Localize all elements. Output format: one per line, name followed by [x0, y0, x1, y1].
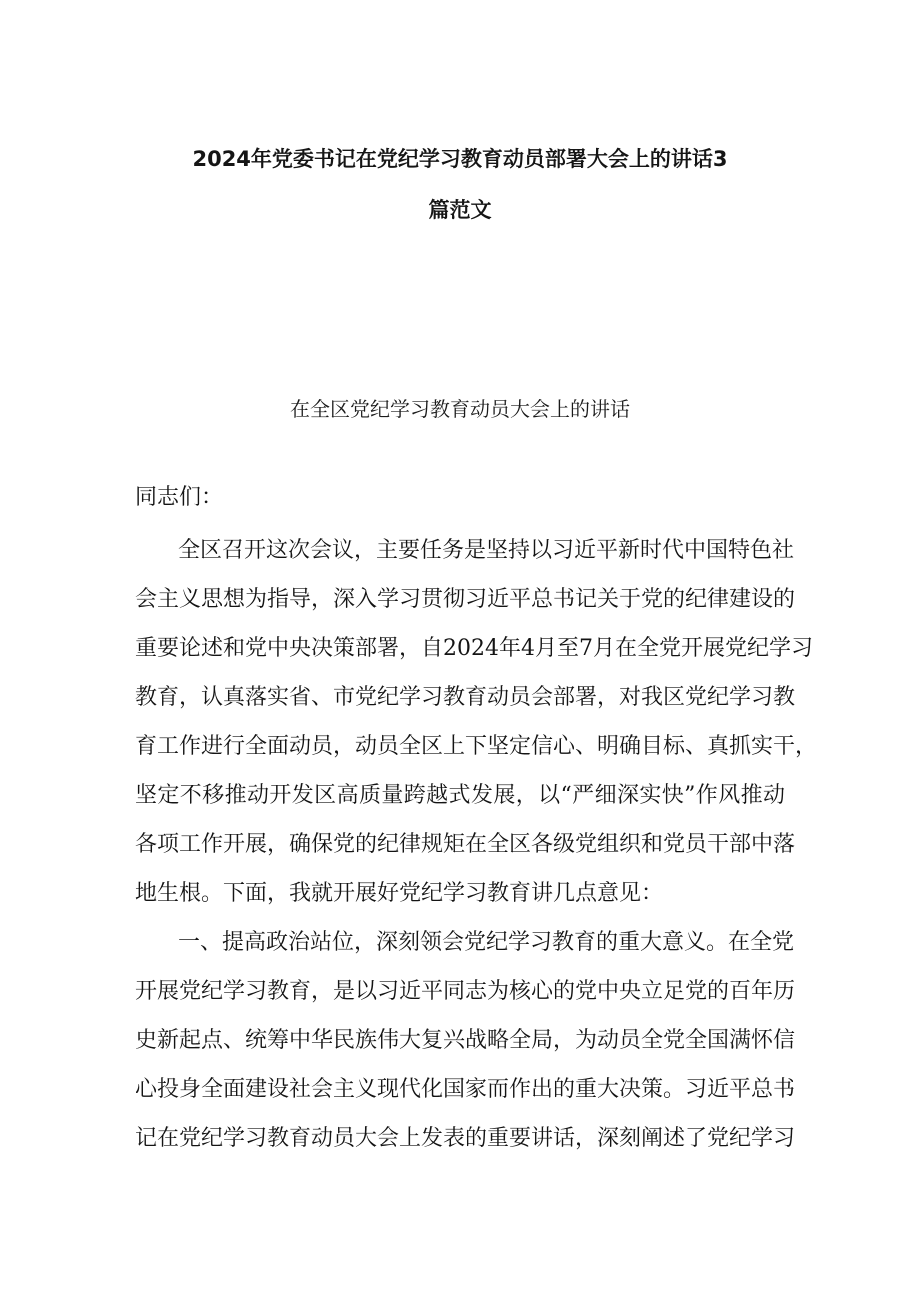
paragraph-2-line-1: 一、提高政治站位，深刻领会党纪学习教育的重大意义。在全党	[178, 930, 795, 955]
paragraph-1-line-7: 各项工作开展，确保党的纪律规矩在全区各级党组织和党员干部中落	[135, 832, 796, 857]
document-title-line-2: 篇范文	[428, 198, 492, 222]
paragraph-1-line-6: 坚定不移推动开发区高质量跨越式发展，以“严细深实快”作风推动	[135, 783, 785, 808]
paragraph-2-line-3: 史新起点、统筹中华民族伟大复兴战略全局，为动员全党全国满怀信	[135, 1028, 796, 1053]
paragraph-2-line-2: 开展党纪学习教育，是以习近平同志为核心的党中央立足党的百年历	[135, 979, 796, 1004]
paragraph-1-line-2: 会主义思想为指导，深入学习贯彻习近平总书记关于党的纪律建设的	[135, 587, 796, 612]
paragraph-1-line-3: 重要论述和党中央决策部署，自2024年4月至7月在全党开展党纪学习	[135, 636, 813, 661]
paragraph-1-line-8: 地生根。下面，我就开展好党纪学习教育讲几点意见：	[135, 881, 664, 906]
paragraph-2-line-5: 记在党纪学习教育动员大会上发表的重要讲话，深刻阐述了党纪学习	[135, 1126, 796, 1151]
speech-subtitle: 在全区党纪学习教育动员大会上的讲话	[290, 397, 630, 421]
greeting: 同志们：	[135, 485, 224, 510]
paragraph-1-line-4: 教育，认真落实省、市党纪学习教育动员会部署，对我区党纪学习教	[135, 685, 796, 710]
document-title-line-1: 2024年党委书记在党纪学习教育动员部署大会上的讲话3	[192, 147, 728, 171]
paragraph-2-line-4: 心投身全面建设社会主义现代化国家而作出的重大决策。习近平总书	[135, 1077, 796, 1102]
paragraph-1-line-1: 全区召开这次会议，主要任务是坚持以习近平新时代中国特色社	[178, 538, 795, 563]
paragraph-1-line-5: 育工作进行全面动员，动员全区上下坚定信心、明确目标、真抓实干，	[135, 734, 818, 759]
